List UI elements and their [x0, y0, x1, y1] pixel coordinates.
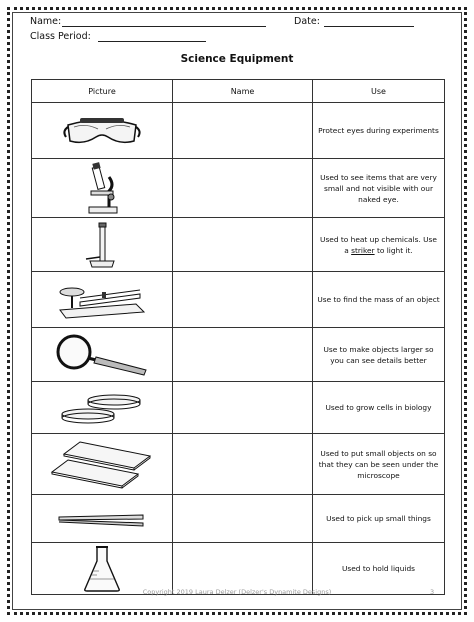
use-text: to light it.: [374, 245, 413, 255]
picture-cell: [32, 382, 173, 434]
column-header-name: Name: [173, 80, 313, 103]
use-cell: Protect eyes during experiments: [313, 103, 445, 159]
use-cell: Used to put small objects on so that they can be seen under the microscope: [313, 434, 445, 495]
date-field[interactable]: [324, 26, 414, 27]
table-row: [32, 495, 445, 543]
column-header-use: Use: [313, 80, 445, 103]
equipment-table: [31, 79, 445, 595]
safety-goggles-icon: [62, 113, 142, 149]
class-period-field[interactable]: [98, 41, 206, 42]
copyright-footer: Copyright 2019 Laura Delzer (Delzer's Dynamite Designs): [142, 588, 332, 596]
use-cell: Used to pick up small things: [313, 495, 445, 543]
bunsen-burner-icon: [82, 221, 122, 269]
date-label: Date:: [294, 16, 320, 27]
picture-cell: [32, 103, 173, 159]
table-row: [32, 328, 445, 382]
erlenmeyer-flask-icon: [82, 545, 122, 593]
table-header-row: [32, 80, 445, 103]
picture-cell: [32, 328, 173, 382]
class-period-label: Class Period:: [30, 31, 91, 42]
magnifying-glass-icon: [52, 332, 152, 378]
picture-cell: [32, 543, 173, 595]
name-input-cell[interactable]: [173, 272, 313, 328]
petri-dish-icon: [60, 390, 144, 426]
use-cell: Used to see items that are very small and not visible with our naked eye.: [313, 159, 445, 218]
use-cell: Use to make objects larger so you can see details better: [313, 328, 445, 382]
table-row: [32, 434, 445, 495]
use-cell: Used to grow cells in biology: [313, 382, 445, 434]
name-input-cell[interactable]: [173, 382, 313, 434]
picture-cell: [32, 272, 173, 328]
table-row: [32, 218, 445, 272]
use-cell: Used to hold liquids: [313, 543, 445, 595]
microscope-icon: [79, 161, 125, 215]
table-row: [32, 272, 445, 328]
table-row: [32, 543, 445, 595]
microscope-slides-icon: [50, 438, 154, 490]
picture-cell: [32, 159, 173, 218]
name-label: Name:: [30, 16, 62, 27]
table-row: [32, 103, 445, 159]
triple-beam-balance-icon: [56, 280, 148, 320]
name-input-cell[interactable]: [173, 218, 313, 272]
picture-cell: [32, 495, 173, 543]
name-input-cell[interactable]: [173, 543, 313, 595]
picture-cell: [32, 218, 173, 272]
name-input-cell[interactable]: [173, 103, 313, 159]
name-input-cell[interactable]: [173, 434, 313, 495]
page-title: Science Equipment: [180, 53, 294, 65]
tweezers-icon: [57, 509, 147, 529]
table-row: [32, 159, 445, 218]
use-text: Used to heat up chemicals. Use a: [320, 234, 437, 255]
name-field[interactable]: [62, 26, 266, 27]
name-input-cell[interactable]: [173, 328, 313, 382]
page-number: 3: [430, 588, 435, 596]
use-cell: [313, 218, 445, 272]
table-row: [32, 382, 445, 434]
name-input-cell[interactable]: [173, 495, 313, 543]
striker-underlined-text: striker: [351, 245, 375, 255]
use-cell: Use to find the mass of an object: [313, 272, 445, 328]
name-input-cell[interactable]: [173, 159, 313, 218]
picture-cell: [32, 434, 173, 495]
column-header-picture: Picture: [32, 80, 173, 103]
